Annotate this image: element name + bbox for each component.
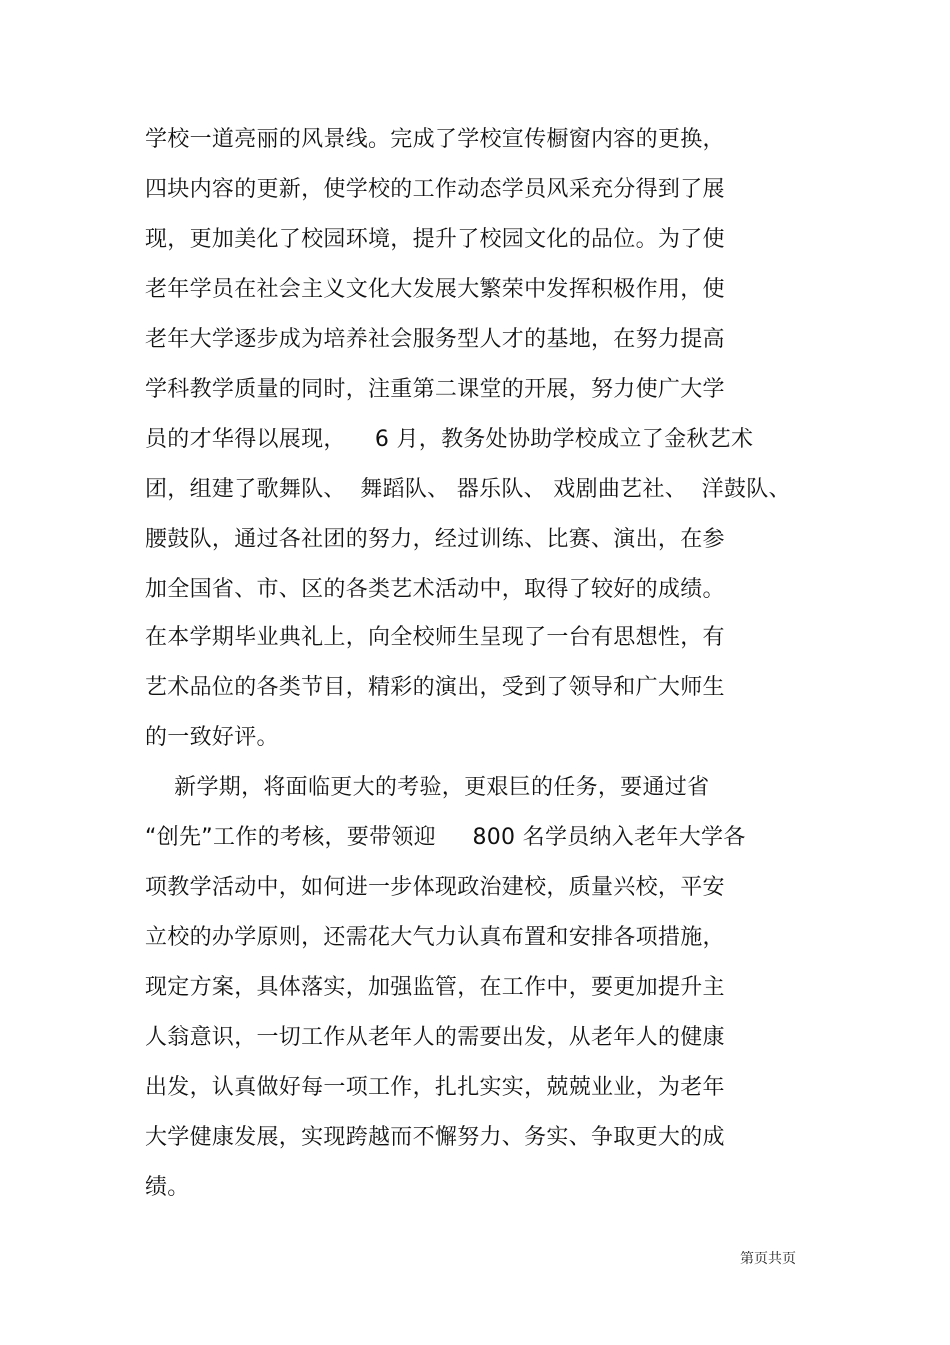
text-line: 团，组建了歌舞队、 舞蹈队、 器乐队、 戏剧曲艺社、 洋鼓队、 — [145, 477, 791, 502]
text-line: 四块内容的更新，使学校的工作动态学员风采充分得到了展 — [145, 177, 725, 202]
text-line: 出发，认真做好每一项工作，扎扎实实，兢兢业业，为老年 — [145, 1075, 725, 1100]
text-line: 的一致好评。 — [145, 725, 279, 750]
text-line: 绩。 — [145, 1175, 190, 1200]
text-line: 人翁意识，一切工作从老年人的需要出发，从老年人的健康 — [145, 1025, 725, 1050]
page-footer: 第页共页 — [740, 1251, 796, 1267]
text-line: 腰鼓队，通过各社团的努力，经过训练、比赛、演出，在参 — [145, 527, 725, 552]
text-line: 老年大学逐步成为培养社会服务型人才的基地，在努力提高 — [145, 327, 725, 352]
text-line: 加全国省、市、区的各类艺术活动中，取得了较好的成绩。 — [145, 577, 725, 602]
text-line: 现定方案，具体落实，加强监管，在工作中，要更加提升主 — [145, 975, 725, 1000]
text-line: 学科教学质量的同时，注重第二课堂的开展，努力使广大学 — [145, 377, 725, 402]
text-line: 立校的办学原则，还需花大气力认真布置和安排各项措施， — [145, 925, 725, 950]
text-line: 现，更加美化了校园环境，提升了校园文化的品位。为了使 — [145, 227, 725, 252]
text-line: 老年学员在社会主义文化大发展大繁荣中发挥积极作用，使 — [145, 277, 725, 302]
text-line: “创先”工作的考核，要带领迎 800 名学员纳入老年大学各 — [145, 825, 746, 850]
text-line: 大学健康发展，实现跨越而不懈努力、务实、争取更大的成 — [145, 1125, 725, 1150]
text-line: 学校一道亮丽的风景线。完成了学校宣传橱窗内容的更换， — [145, 127, 725, 152]
text-line: 员的才华得以展现， 6 月，教务处协助学校成立了金秋艺术 — [145, 427, 754, 452]
text-line: 艺术品位的各类节目，精彩的演出，受到了领导和广大师生 — [145, 675, 725, 700]
text-line: 新学期，将面临更大的考验，更艰巨的任务，要通过省 — [145, 775, 710, 800]
text-line: 在本学期毕业典礼上，向全校师生呈现了一台有思想性，有 — [145, 625, 725, 650]
text-line: 项教学活动中，如何进一步体现政治建校，质量兴校，平安 — [145, 875, 725, 900]
